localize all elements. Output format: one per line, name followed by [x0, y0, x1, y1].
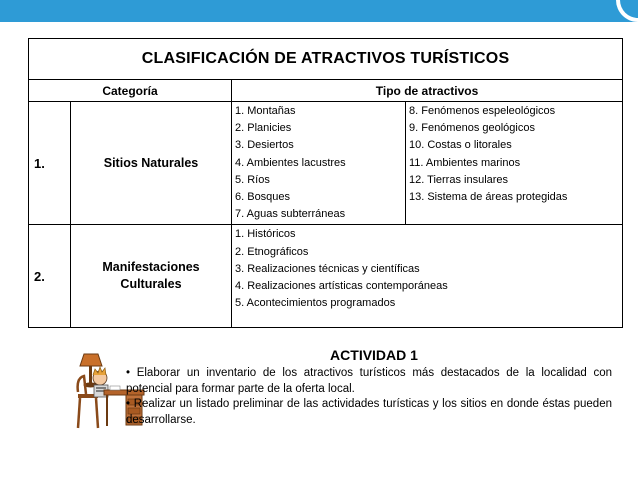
corner-curl — [616, 0, 638, 22]
table-header-row — [29, 80, 623, 102]
list-item: 8. Fenómenos espeleológicos — [409, 105, 556, 117]
activity-item: • Realizar un listado preliminar de las actividades turísticas y los sitios en donde éstas pueden desarrollarse. — [126, 398, 612, 426]
row-category — [71, 225, 232, 328]
row-number: 2. — [29, 225, 71, 328]
list-item: 1. Montañas — [235, 105, 296, 117]
list-item: 12. Tierras insulares — [409, 173, 509, 186]
attractions-list — [232, 102, 406, 225]
category-line: Culturales — [120, 277, 182, 292]
list-item: 5. Ríos — [235, 173, 270, 186]
row-number: 1. — [29, 102, 71, 225]
activity-title: ACTIVIDAD 1 — [330, 347, 418, 363]
list-item: 6. Bosques — [235, 191, 291, 204]
table-title-row — [29, 39, 623, 80]
list-item: 4. Ambientes lacustres — [235, 156, 346, 169]
row-category: Sitios Naturales — [71, 102, 232, 225]
list-item: 4. Realizaciones artísticas contemporáneas — [235, 280, 448, 293]
list-item: 7. Aguas subterráneas — [235, 208, 346, 221]
top-accent-bar — [0, 0, 638, 22]
list-item: 5. Acontecimientos programados — [235, 297, 396, 310]
table-row — [29, 102, 623, 225]
classification-table — [28, 38, 623, 328]
activity-item: • Elaborar un inventario de los atractivos turísticos más destacados de la localidad con potencial para formar parte de la oferta local. — [126, 367, 612, 395]
list-item: 3. Desiertos — [235, 139, 294, 152]
list-item: 2. Etnográficos — [235, 245, 309, 258]
list-item: 3. Realizaciones técnicas y científicas — [235, 262, 420, 275]
table-row — [29, 225, 623, 328]
list-item: 9. Fenómenos geológicos — [409, 122, 535, 135]
category-line: Manifestaciones — [102, 260, 200, 275]
list-item: 10. Costas o litorales — [409, 139, 512, 152]
header-tipo: Tipo de atractivos — [232, 80, 623, 102]
list-item: 11. Ambientes marinos — [409, 156, 521, 169]
activity-text — [126, 366, 612, 428]
list-item: 1. Históricos — [235, 228, 296, 241]
attractions-list — [406, 102, 623, 225]
list-item: 13. Sistema de áreas protegidas — [409, 191, 568, 204]
table-title: CLASIFICACIÓN DE ATRACTIVOS TURÍSTICOS — [29, 39, 623, 80]
header-categoria: Categoría — [29, 80, 232, 102]
attractions-list — [232, 225, 623, 328]
list-item: 2. Planicies — [235, 122, 292, 135]
